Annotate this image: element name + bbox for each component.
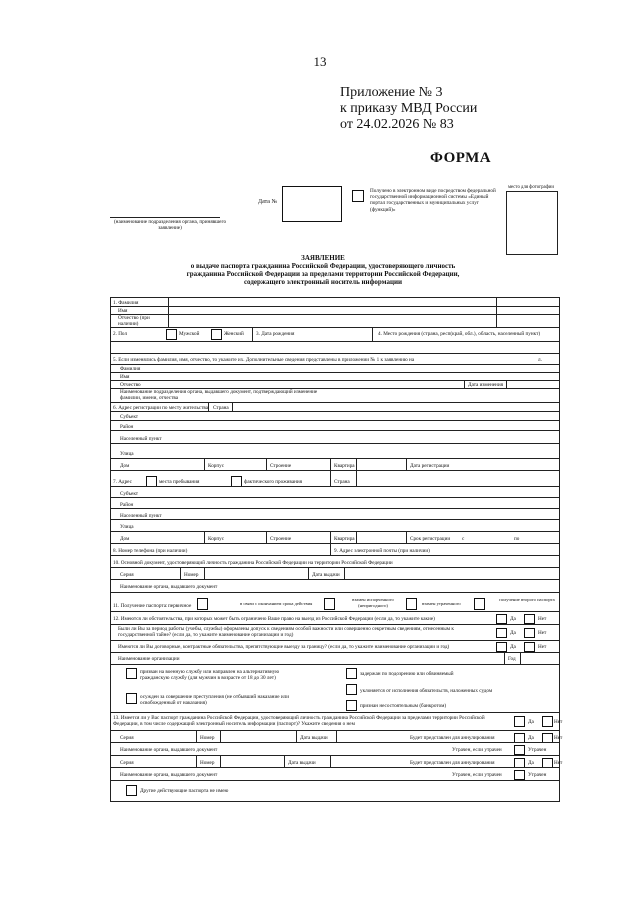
org-line (110, 217, 220, 218)
label-unusable: взамен испорченного (непригодного) (352, 597, 394, 609)
label-name-change: 5. Если изменялись фамилия, имя, отчество, то укажите их. Дополнительные сведения представлены в приложении № 1 к заявлению на (113, 357, 415, 363)
label-kvartira: Квартира (334, 463, 355, 469)
label-old-surname: Фамилия (120, 366, 141, 372)
label-patronymic: Отчество (при наличии) (118, 315, 150, 328)
label-house: Дом (120, 463, 130, 469)
label-issue-date: Дата выдачи (312, 572, 340, 578)
title-line-1: ЗАЯВЛЕНИЕ (301, 254, 345, 262)
label-lost-1: Утрачен (528, 747, 547, 753)
label-subject-2: Субъект (120, 491, 139, 497)
label-expired: в связи с окончанием срока действия (240, 601, 313, 606)
court-checkbox[interactable] (346, 684, 357, 695)
label-actual: фактического проживания (244, 479, 303, 485)
label-series-p1: Серия (120, 735, 134, 741)
label-stroenie: Строение (270, 463, 292, 469)
label-phone: 8. Номер телефона (при наличии) (113, 548, 188, 554)
unusable-checkbox[interactable] (406, 598, 417, 610)
label-existing-passport: 13. Имеется ли у Вас паспорт гражданина Российской Федерации, удостоверяющий личность гражданина Российской Федерации за пределами территории Российской Федерации, в том числе содержащий электронный носитель информации (паспорт)? Укажите сведения о нем (113, 715, 485, 728)
label-annul-p1: Будет представлен для аннулирования (410, 735, 495, 741)
label-secret-access: Были ли Вы за период работы (учебы, службы) оформлены допуск к сведениям особой важности или совершенно секретным сведениям, отнесенным к государственной тайне? (если да, то укажите наименование организации и год) (118, 626, 454, 639)
form-label: ФОРМА (430, 150, 492, 166)
label-no-3: Нет (538, 644, 547, 650)
label-kvartira-2: Квартира (334, 536, 355, 542)
label-address-7: 7. Адрес (113, 479, 132, 485)
label-yes-3: Да (510, 644, 516, 650)
label-house-2: Дом (120, 536, 130, 542)
label-no-4: Нет (554, 719, 563, 725)
label-yes-6: Да (528, 760, 534, 766)
restrict-no-checkbox[interactable] (524, 614, 535, 624)
label-district: Район (120, 424, 134, 430)
label-surname: 1. Фамилия (113, 300, 139, 306)
contract-yes-checkbox[interactable] (496, 642, 507, 652)
label-no-1: Нет (538, 616, 547, 622)
first-checkbox[interactable] (197, 598, 208, 610)
label-country-2: Страна (334, 479, 350, 485)
secret-no-checkbox[interactable] (524, 628, 535, 638)
form-title (150, 254, 496, 286)
label-no-other: Другие действующие паспорта не имею (140, 788, 229, 794)
label-female: Женский (224, 331, 244, 337)
org-label: (наименование подразделения органа, принявшего заявление) (113, 219, 227, 232)
lost-replace-checkbox[interactable] (474, 598, 485, 610)
label-district-2: Район (120, 502, 134, 508)
label-annul-p2: Будет представлен для аннулирования (410, 760, 495, 766)
restrict-yes-checkbox[interactable] (496, 614, 507, 624)
label-issue-date-p2: Дата выдачи (288, 760, 316, 766)
appendix-line-3: от 24.02.2026 № 83 (340, 117, 454, 132)
label-lost-2: Утрачен (528, 772, 547, 778)
label-no-6: Нет (554, 760, 563, 766)
label-second: получение второго паспорта (499, 597, 555, 602)
date-label: Дата № (258, 199, 278, 205)
label-issuer: Наименование органа, выдавшего документ (120, 584, 218, 590)
label-sex: 2. Пол (113, 331, 128, 337)
label-contract: Имеются ли Вы договорные, контрактные обязательства, препятствующие выезду за границу? (если да, то укажите наименование организации и год) (118, 644, 450, 650)
label-country: Страна (213, 405, 229, 411)
label-suspect: задержан по подозрению или обвиняемый (360, 671, 454, 677)
label-korpus: Корпус (208, 463, 225, 469)
label-year: Год (508, 656, 516, 662)
label-lost-q-2: Утрачен, если утрачен (452, 772, 502, 778)
title-line-2: о выдаче паспорта гражданина Российской Федерации, удостоверяющего личность (190, 262, 456, 270)
label-dob: 3. Дата рождения (256, 331, 295, 337)
label-old-name: Имя (120, 374, 130, 380)
label-pob: 4. Место рождения (страна, респ(край, обл.), область, населенный пункт) (378, 331, 541, 337)
appendix-line-2: к приказу МВД России (340, 101, 478, 116)
label-receive: 11. Получение паспорта: (113, 603, 168, 609)
label-name: Имя (118, 308, 128, 314)
label-reg-term: Срок регистрации (410, 536, 451, 542)
label-change-date: Дата изменения (468, 382, 503, 388)
label-court: уклоняется от исполнения обязательств, наложенных судом (360, 688, 493, 694)
photo-placeholder (506, 191, 558, 255)
label-number: Номер (184, 572, 199, 578)
egpu-text: Получено в электронном виде посредством федеральной государственной информационной системы «Единый портал государственных и муниципальных услуг (функций)» (370, 188, 496, 213)
title-line-3: гражданина Российской Федерации за пределами территории Российской Федерации, (186, 270, 460, 278)
label-org-name: Наименование организации (118, 656, 180, 662)
egpu-checkbox[interactable] (352, 190, 364, 202)
expired-checkbox[interactable] (324, 598, 335, 610)
appendix-block (340, 85, 477, 133)
existing-yes-checkbox[interactable] (514, 716, 525, 727)
label-subject: Субъект (120, 414, 139, 420)
label-yes-2: Да (510, 630, 516, 636)
label-stroenie-2: Строение (270, 536, 292, 542)
military-checkbox[interactable] (126, 668, 137, 679)
label-number-p2: Номер (200, 760, 215, 766)
label-number-p1: Номер (200, 735, 215, 741)
existing-no-checkbox[interactable] (542, 716, 553, 727)
label-street-2: Улица (120, 524, 134, 530)
label-lost-replace: взамен утраченного (422, 601, 461, 606)
label-series-p2: Серия (120, 760, 134, 766)
label-old-patronymic: Отчество (120, 382, 141, 388)
label-main-doc: 10. Основной документ, удостоверяющий личность гражданина Российской Федерации на территории Российской Федерации (113, 560, 393, 566)
label-issue-date-p1: Дата выдачи (300, 735, 328, 741)
label-reg-date: Дата регистрации (410, 463, 450, 469)
page-number: 13 (313, 54, 327, 69)
label-street: Улица (120, 451, 134, 457)
label-lost-q-1: Утрачен, если утрачен (452, 747, 502, 753)
label-first: первичное (168, 603, 192, 609)
contract-no-checkbox[interactable] (524, 642, 535, 652)
convicted-checkbox[interactable] (126, 693, 137, 704)
label-stay: места пребывания (159, 479, 200, 485)
sex-female-checkbox[interactable] (211, 329, 222, 340)
secret-yes-checkbox[interactable] (496, 628, 507, 638)
label-change-org: Наименование подразделения органа, выдавшего документ, подтверждающий изменение фамилии, имени, отчества (120, 389, 318, 402)
label-yes-4: Да (528, 719, 534, 725)
label-convicted: осужден за совершение преступления (не отбывший наказание или освобожденный от наказания) (140, 694, 289, 707)
label-restrictions: 12. Имеются ли обстоятельства, при которых может быть ограничено Ваше право на выезд из Российской Федерации (если да, то укажите какие) (113, 616, 435, 622)
label-no-2: Нет (538, 630, 547, 636)
suspect-checkbox[interactable] (346, 668, 357, 679)
label-issuer-p2: Наименование органа, выдавшего документ (120, 772, 218, 778)
label-locality: Населенный пункт (120, 436, 162, 442)
label-sheets: л. (538, 357, 542, 363)
sex-male-checkbox[interactable] (166, 329, 177, 340)
appendix-line-1: Приложение № 3 (340, 85, 443, 100)
label-term-to: по (514, 536, 520, 542)
label-bankrupt: признан несостоятельным (банкротом) (360, 703, 447, 709)
label-korpus-2: Корпус (208, 536, 225, 542)
label-yes-1: Да (510, 616, 516, 622)
label-email: 9. Адрес электронной почты (при наличии) (334, 548, 430, 554)
label-male: Мужской (179, 331, 200, 337)
label-series: Серия (120, 572, 134, 578)
label-yes-5: Да (528, 735, 534, 741)
lost-checkbox-2[interactable] (514, 770, 525, 780)
photo-label: место для фотографии (508, 185, 554, 190)
bankrupt-checkbox[interactable] (346, 700, 357, 711)
label-reg-address: 6. Адрес регистрации по месту жительства (113, 405, 209, 411)
no-other-checkbox[interactable] (126, 785, 137, 796)
label-locality-2: Населенный пункт (120, 513, 162, 519)
date-number-box[interactable] (282, 186, 342, 222)
title-line-4: содержащего электронный носитель информации (243, 278, 403, 286)
label-military: призван на военную службу или направлен на альтернативную гражданскую службу (для мужчин в возрасте от 18 до 30 лет) (140, 669, 280, 682)
lost-checkbox-1[interactable] (514, 745, 525, 755)
label-term-from: с (462, 536, 465, 542)
label-no-5: Нет (554, 735, 563, 741)
label-issuer-p1: Наименование органа, выдавшего документ (120, 747, 218, 753)
